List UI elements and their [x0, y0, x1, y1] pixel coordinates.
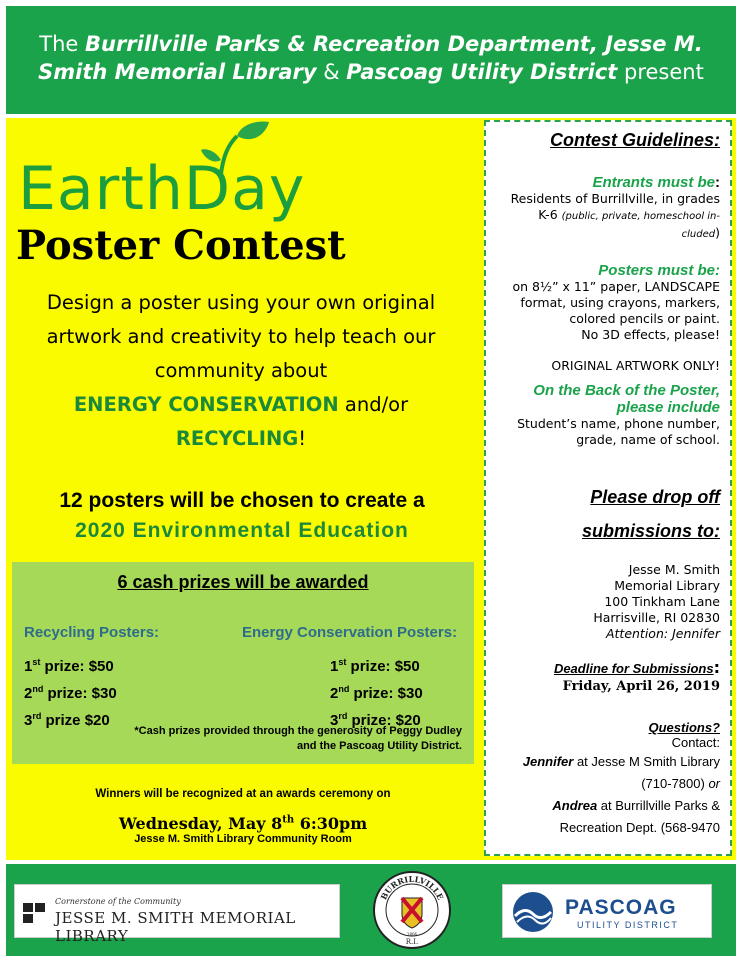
deadline-section: Deadline for Submissions: Friday, April 26, 2019 — [553, 658, 720, 694]
prize-line: 2nd prize: $30 — [330, 684, 423, 702]
drop-off-address: Jesse M. Smith Memorial Library 100 Tinkham Lane Harrisville, RI 02830 Attention: Jennifer — [593, 562, 720, 641]
library-logo — [14, 884, 340, 945]
seal-year: 1806 — [406, 932, 418, 937]
header-text-2: & — [316, 60, 347, 84]
posters-heading: Posters must be: — [598, 262, 720, 279]
ceremony-date: Wednesday, May 8th 6:30pm — [118, 814, 368, 833]
entrants-heading: Entrants must be — [592, 174, 715, 191]
ceremony-place: Jesse M. Smith Library Community Room — [134, 833, 352, 845]
chosen-line-1: 12 posters will be chosen to create a — [59, 489, 425, 512]
earth-day-wordmark — [18, 154, 305, 224]
day-word: Day — [183, 154, 306, 224]
header-utility: Pascoag Utility District — [346, 60, 618, 84]
utility-name: PASCOAG — [565, 896, 677, 919]
library-mark-icon — [23, 903, 47, 923]
posters-section: Posters must be: on 8½” x 11” paper, LANDSCAPE format, using crayons, markers, colored pencils or paint. No 3D effects, please! — [512, 262, 720, 342]
prize-line: 1st prize: $50 — [24, 657, 114, 675]
burrillville-seal-icon — [372, 870, 452, 950]
earth-word: Earth — [18, 154, 184, 224]
topic-andor: and/or — [338, 393, 409, 416]
energy-prizes — [242, 624, 457, 732]
utility-logo — [502, 884, 712, 938]
recycling-prizes — [24, 624, 159, 732]
recycling-header: Recycling Posters: — [24, 624, 160, 641]
chosen-statement — [12, 486, 472, 546]
earth-day-logo — [16, 124, 456, 234]
topic-energy: ENERGY CONSERVATION — [73, 393, 339, 416]
library-name: JESSE M. SMITH MEMORIAL LIBRARY — [55, 909, 296, 945]
library-tagline: Cornerstone of the Community — [55, 897, 181, 906]
winners-line: Winners will be recognized at an awards ceremony on — [95, 788, 391, 800]
prize-line: 3rd prize $20 — [24, 711, 110, 729]
prize-line: 1st prize: $50 — [330, 657, 420, 675]
prize-line: 3rd prize: $20 — [330, 711, 421, 729]
original-artwork-note: ORIGINAL ARTWORK ONLY! — [551, 358, 720, 373]
seal-top-text: BURRILLVILLE — [378, 873, 446, 902]
sponsor-bar — [6, 864, 736, 956]
prize-box — [12, 562, 474, 764]
topic-recycling: RECYCLING — [175, 427, 299, 450]
topic-exclaim: ! — [298, 427, 307, 450]
utility-subtitle: UTILITY DISTRICT — [577, 920, 679, 930]
back-of-poster-section: On the Back of the Poster, please include Student’s name, phone number, grade, name of school. — [517, 382, 720, 447]
prize-title: 6 cash prizes will be awarded — [117, 572, 369, 592]
contest-description — [16, 286, 466, 456]
header-text-3: present — [617, 60, 704, 84]
utility-mark-icon — [511, 890, 555, 934]
entrants-section: Entrants must be: Residents of Burrillville, in grades K-6 (public, private, homeschool in- cluded) — [510, 174, 720, 240]
header-banner — [6, 6, 736, 114]
awards-ceremony — [12, 788, 474, 845]
energy-header: Energy Conservation Posters: — [242, 624, 458, 641]
prize-line: 2nd prize: $30 — [24, 684, 117, 702]
guidelines-title: Contest Guidelines: — [549, 130, 720, 150]
description-text: Design a poster using your own original artwork and creativity to help teach our community about — [46, 291, 436, 382]
seal-bottom-text: R.I. — [405, 938, 419, 946]
header-text-1: The — [39, 32, 85, 56]
chosen-line-2: 2020 Environmental Education — [75, 519, 409, 542]
guidelines-panel — [484, 120, 732, 856]
page-title: Poster Contest — [16, 222, 346, 269]
drop-off-heading: Please drop off submissions to: — [581, 487, 720, 541]
prize-footnote: *Cash prizes provided through the generosity of Peggy Dudley and the Pascoag Utility District. — [134, 725, 462, 752]
questions-section: Questions? Contact: Jennifer at Jesse M Smith Library (710-7800) or Andrea at Burrillville Parks & Recreation Dept. (568-9470 — [522, 720, 720, 835]
header-organizations: Burrillville Parks & Recreation Department, Jesse M. Smith Memorial Library — [38, 32, 703, 84]
